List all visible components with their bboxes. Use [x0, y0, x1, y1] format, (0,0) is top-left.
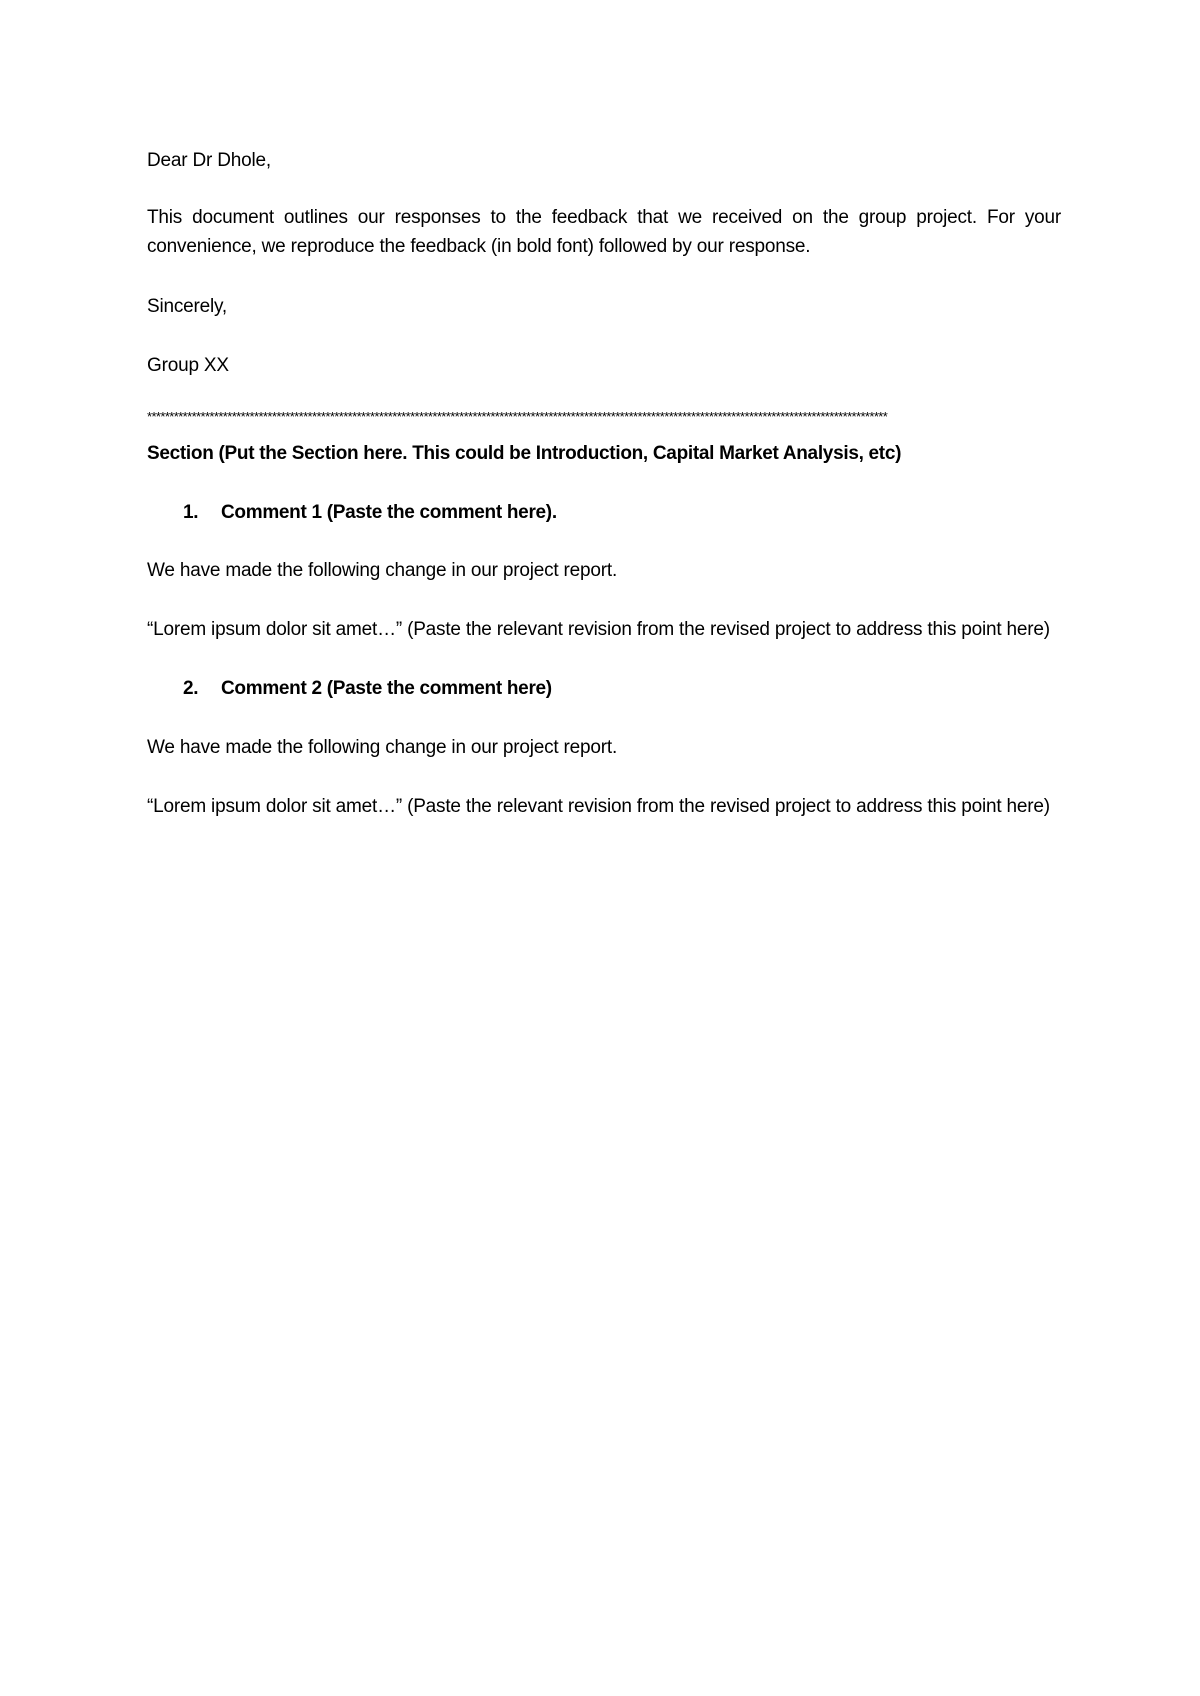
separator-line: ********************************************************************************************************************************************************************** [147, 410, 888, 424]
comment-1-change-text: We have made the following change in our project report. [147, 560, 618, 581]
intro-line-2: convenience, we reproduce the feedback (in bold font) followed by our response. [147, 236, 811, 257]
comment-1-heading [183, 498, 557, 527]
comment-1-number: 1. [183, 502, 199, 523]
closing: Sincerely, [147, 296, 228, 317]
comment-2-revision-text: “Lorem ipsum dolor sit amet…” (Paste the relevant revision from the revised project to address this point here) [147, 796, 1050, 817]
comment-1-title: Comment 1 (Paste the comment here). [221, 502, 557, 523]
intro-paragraph [147, 203, 1061, 261]
comment-2-title: Comment 2 (Paste the comment here) [221, 678, 552, 699]
comment-2-heading [183, 674, 552, 703]
salutation: Dear Dr Dhole, [147, 150, 271, 171]
intro-line-1: This document outlines our responses to the feedback that we received on the group project. For your [147, 207, 1061, 228]
comment-2-number: 2. [183, 678, 199, 699]
comment-2-change-text: We have made the following change in our project report. [147, 737, 618, 758]
comment-1-revision-text: “Lorem ipsum dolor sit amet…” (Paste the relevant revision from the revised project to address this point here) [147, 619, 1050, 640]
section-heading: Section (Put the Section here. This could be Introduction, Capital Market Analysis, etc) [147, 443, 902, 464]
signature: Group XX [147, 355, 229, 376]
